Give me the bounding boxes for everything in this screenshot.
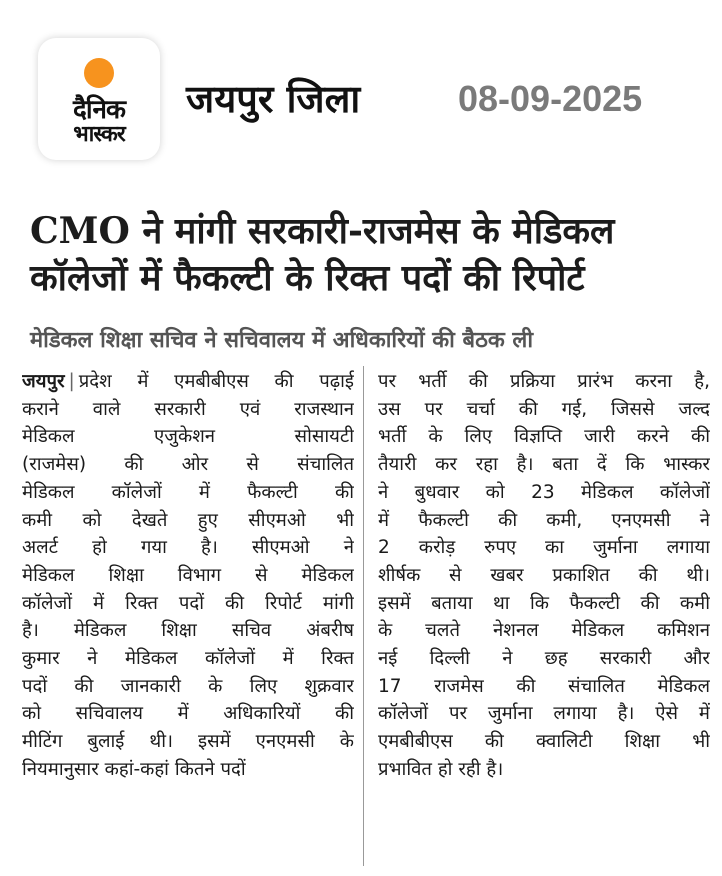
article-line <box>378 479 710 507</box>
dateline: जयपुर <box>22 371 65 392</box>
publication-date: 08-09-2025 <box>458 78 643 119</box>
article-text: के चलते नेशनल मेडिकल कमिशन <box>378 620 710 642</box>
article-text: कमी को देखते हुए सीएमओ भी <box>22 509 354 531</box>
article-line <box>378 562 710 590</box>
article-line <box>378 700 710 728</box>
article-line <box>22 562 354 590</box>
article-text: प्रभावित हो रही है। <box>378 758 504 780</box>
article-line <box>378 534 710 562</box>
headline: CMO ने मांगी सरकारी-राजमेस के मेडिकल कॉलेजों में फैकल्टी के रिक्त पदों की रिपोर्ट <box>30 210 615 299</box>
article-text: मेडिकल एजुकेशन सोसायटी <box>22 426 354 448</box>
article-text: 17 राजमेस की संचालित मेडिकल <box>378 675 710 697</box>
article-line <box>22 673 354 701</box>
section-title: जयपुर जिला <box>186 77 361 121</box>
article-text: कॉलेजों में रिक्त पदों की रिपोर्ट मांगी <box>22 592 354 614</box>
article-line <box>378 368 710 396</box>
logo-text-line1: दैनिक <box>73 95 125 125</box>
article-line <box>22 534 354 562</box>
logo-text-line2: भास्कर <box>73 122 125 147</box>
article-text: अलर्ट हो गया है। सीएमओ ने <box>22 537 354 559</box>
article-text: इसमें बताया था कि फैकल्टी की कमी <box>378 592 710 614</box>
masthead <box>0 0 722 175</box>
article-text: को सचिवालय में अधिकारियों की <box>22 703 354 725</box>
article-text: नियमानुसार कहां-कहां कितने पदों <box>22 758 246 780</box>
article-text: (राजमेस) की ओर से संचालित <box>22 454 354 476</box>
article-line <box>378 673 710 701</box>
article-text: एमबीबीएस की क्वालिटी शिक्षा भी <box>378 731 710 753</box>
article-text: शीर्षक से खबर प्रकाशित की थी। <box>378 564 710 586</box>
article-text: पर भर्ती की प्रक्रिया प्रारंभ करना है, <box>378 371 710 392</box>
article-line <box>378 617 710 645</box>
article-line <box>22 756 354 784</box>
article-text: कॉलेजों पर जुर्माना लगाया है। ऐसे में <box>378 703 710 725</box>
article-line <box>22 507 354 535</box>
article-line <box>22 396 354 424</box>
article-text: कुमार ने मेडिकल कॉलेजों में रिक्त <box>22 648 354 670</box>
dainik-bhaskar-logo <box>38 38 160 160</box>
article-text: मीटिंग बुलाई थी। इसमें एनएमसी के <box>22 731 354 753</box>
article-text: कराने वाले सरकारी एवं राजस्थान <box>22 398 354 420</box>
article-line <box>378 423 710 451</box>
article-text: उस पर चर्चा की गई, जिससे जल्द <box>378 398 710 420</box>
article-text: पदों की जानकारी के लिए शुक्रवार <box>22 675 354 697</box>
article-line <box>378 756 710 784</box>
article-text: ने बुधवार को 23 मेडिकल कॉलेजों <box>378 481 710 503</box>
article-line <box>378 507 710 535</box>
dateline-separator: | <box>68 371 75 392</box>
article-text: मेडिकल शिक्षा विभाग से मेडिकल <box>22 564 354 586</box>
column-divider <box>363 366 364 866</box>
article-line <box>22 700 354 728</box>
article-text: 2 करोड़ रुपए का जुर्माना लगाया <box>378 537 710 559</box>
article-line <box>378 396 710 424</box>
article-line <box>22 451 354 479</box>
article-line <box>22 617 354 645</box>
sun-icon <box>84 58 114 88</box>
article-column-right <box>378 368 710 784</box>
article-line <box>22 423 354 451</box>
article-text: तैयारी कर रहा है। बता दें कि भास्कर <box>378 454 710 476</box>
subheadline: मेडिकल शिक्षा सचिव ने सचिवालय में अधिकारियों की बैठक ली <box>30 328 534 353</box>
article-text: प्रदेश में एमबीबीएस की पढ़ाई <box>78 371 354 392</box>
article-line <box>22 479 354 507</box>
article-text: है। मेडिकल शिक्षा सचिव अंबरीष <box>22 620 354 642</box>
article-line <box>378 728 710 756</box>
article-text: भर्ती के लिए विज्ञप्ति जारी करने की <box>378 426 710 448</box>
article-line <box>378 645 710 673</box>
article-line <box>22 645 354 673</box>
article-line <box>378 590 710 618</box>
article-line <box>22 368 354 396</box>
article-text: नई दिल्ली ने छह सरकारी और <box>378 648 710 670</box>
article-text: मेडिकल कॉलेजों में फैकल्टी की <box>22 481 354 503</box>
article-column-left <box>22 368 354 784</box>
article-text: में फैकल्टी की कमी, एनएमसी ने <box>378 509 710 531</box>
article-line <box>22 590 354 618</box>
article-line <box>378 451 710 479</box>
article-line <box>22 728 354 756</box>
